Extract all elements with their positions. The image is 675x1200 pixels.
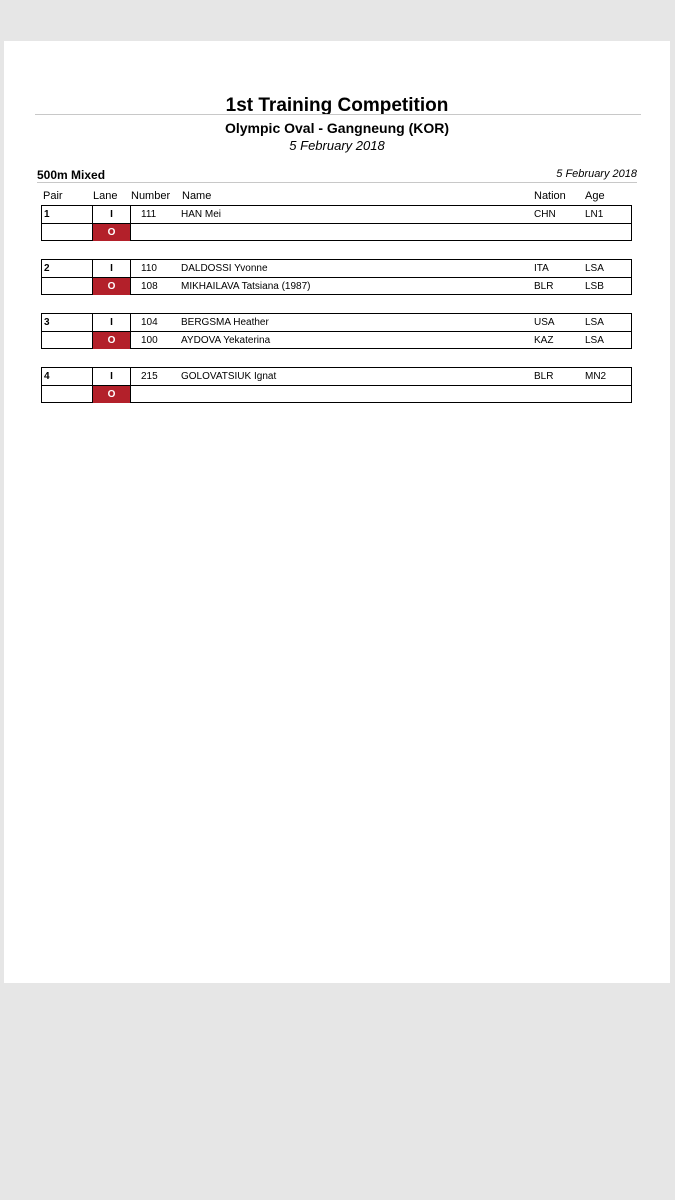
event-divider — [37, 182, 637, 183]
column-header-number: Number — [131, 190, 171, 202]
lane-outer-badge: O — [93, 224, 130, 241]
skater-age-category: LSA — [585, 263, 604, 274]
lane-outer-badge: O — [93, 278, 130, 295]
event-date: 5 February 2018 — [556, 168, 637, 180]
column-header-nation: Nation — [534, 190, 566, 202]
column-divider — [130, 260, 131, 294]
column-divider — [130, 314, 131, 348]
skater-nation: CHN — [534, 209, 556, 220]
pair-number: 3 — [44, 317, 50, 328]
pair-number: 1 — [44, 209, 50, 220]
start-list-page — [4, 41, 670, 983]
pair-group — [41, 313, 632, 349]
skater-nation: BLR — [534, 281, 554, 292]
skater-number: 215 — [141, 371, 158, 382]
pair-number: 2 — [44, 263, 50, 274]
skater-number: 100 — [141, 335, 158, 346]
skater-nation: BLR — [534, 371, 554, 382]
skater-name: AYDOVA Yekaterina — [181, 335, 271, 346]
pair-group — [41, 205, 632, 241]
skater-age-category: LN1 — [585, 209, 604, 220]
pair-number: 4 — [44, 371, 50, 382]
skater-number: 111 — [141, 209, 157, 220]
lane-outer-badge: O — [93, 332, 130, 349]
lane-outer-badge: O — [93, 386, 130, 403]
skater-nation: KAZ — [534, 335, 554, 346]
column-header-pair: Pair — [43, 190, 63, 202]
skater-age-category: LSB — [585, 281, 604, 292]
skater-age-category: LSA — [585, 317, 604, 328]
pair-group — [41, 259, 632, 295]
skater-name: GOLOVATSIUK Ignat — [181, 371, 277, 382]
pair-group — [41, 367, 632, 403]
column-header-age: Age — [585, 190, 605, 202]
lane-inner-badge: I — [110, 209, 113, 220]
column-divider — [130, 368, 131, 402]
venue: Olympic Oval - Gangneung (KOR) — [224, 120, 450, 136]
event-name: 500m Mixed — [37, 168, 106, 182]
lane-inner-badge: I — [110, 317, 113, 328]
skater-number: 104 — [141, 317, 158, 328]
skater-number: 110 — [141, 263, 157, 274]
skater-number: 108 — [141, 281, 158, 292]
skater-name: HAN Mei — [181, 209, 222, 220]
skater-name: MIKHAILAVA Tatsiana (1987) — [181, 281, 311, 292]
skater-nation: ITA — [534, 263, 549, 274]
skater-age-category: LSA — [585, 335, 604, 346]
skater-name: BERGSMA Heather — [181, 317, 269, 328]
lane-inner-badge: I — [110, 371, 113, 382]
skater-name: DALDOSSI Yvonne — [181, 263, 268, 274]
competition-date: 5 February 2018 — [289, 138, 385, 153]
column-header-lane: Lane — [93, 190, 118, 202]
lane-inner-badge: I — [110, 263, 113, 274]
page-title: 1st Training Competition — [225, 95, 449, 116]
title-divider — [35, 114, 641, 115]
column-divider — [130, 206, 131, 240]
skater-nation: USA — [534, 317, 555, 328]
skater-age-category: MN2 — [585, 371, 607, 382]
column-header-name: Name — [182, 190, 212, 202]
